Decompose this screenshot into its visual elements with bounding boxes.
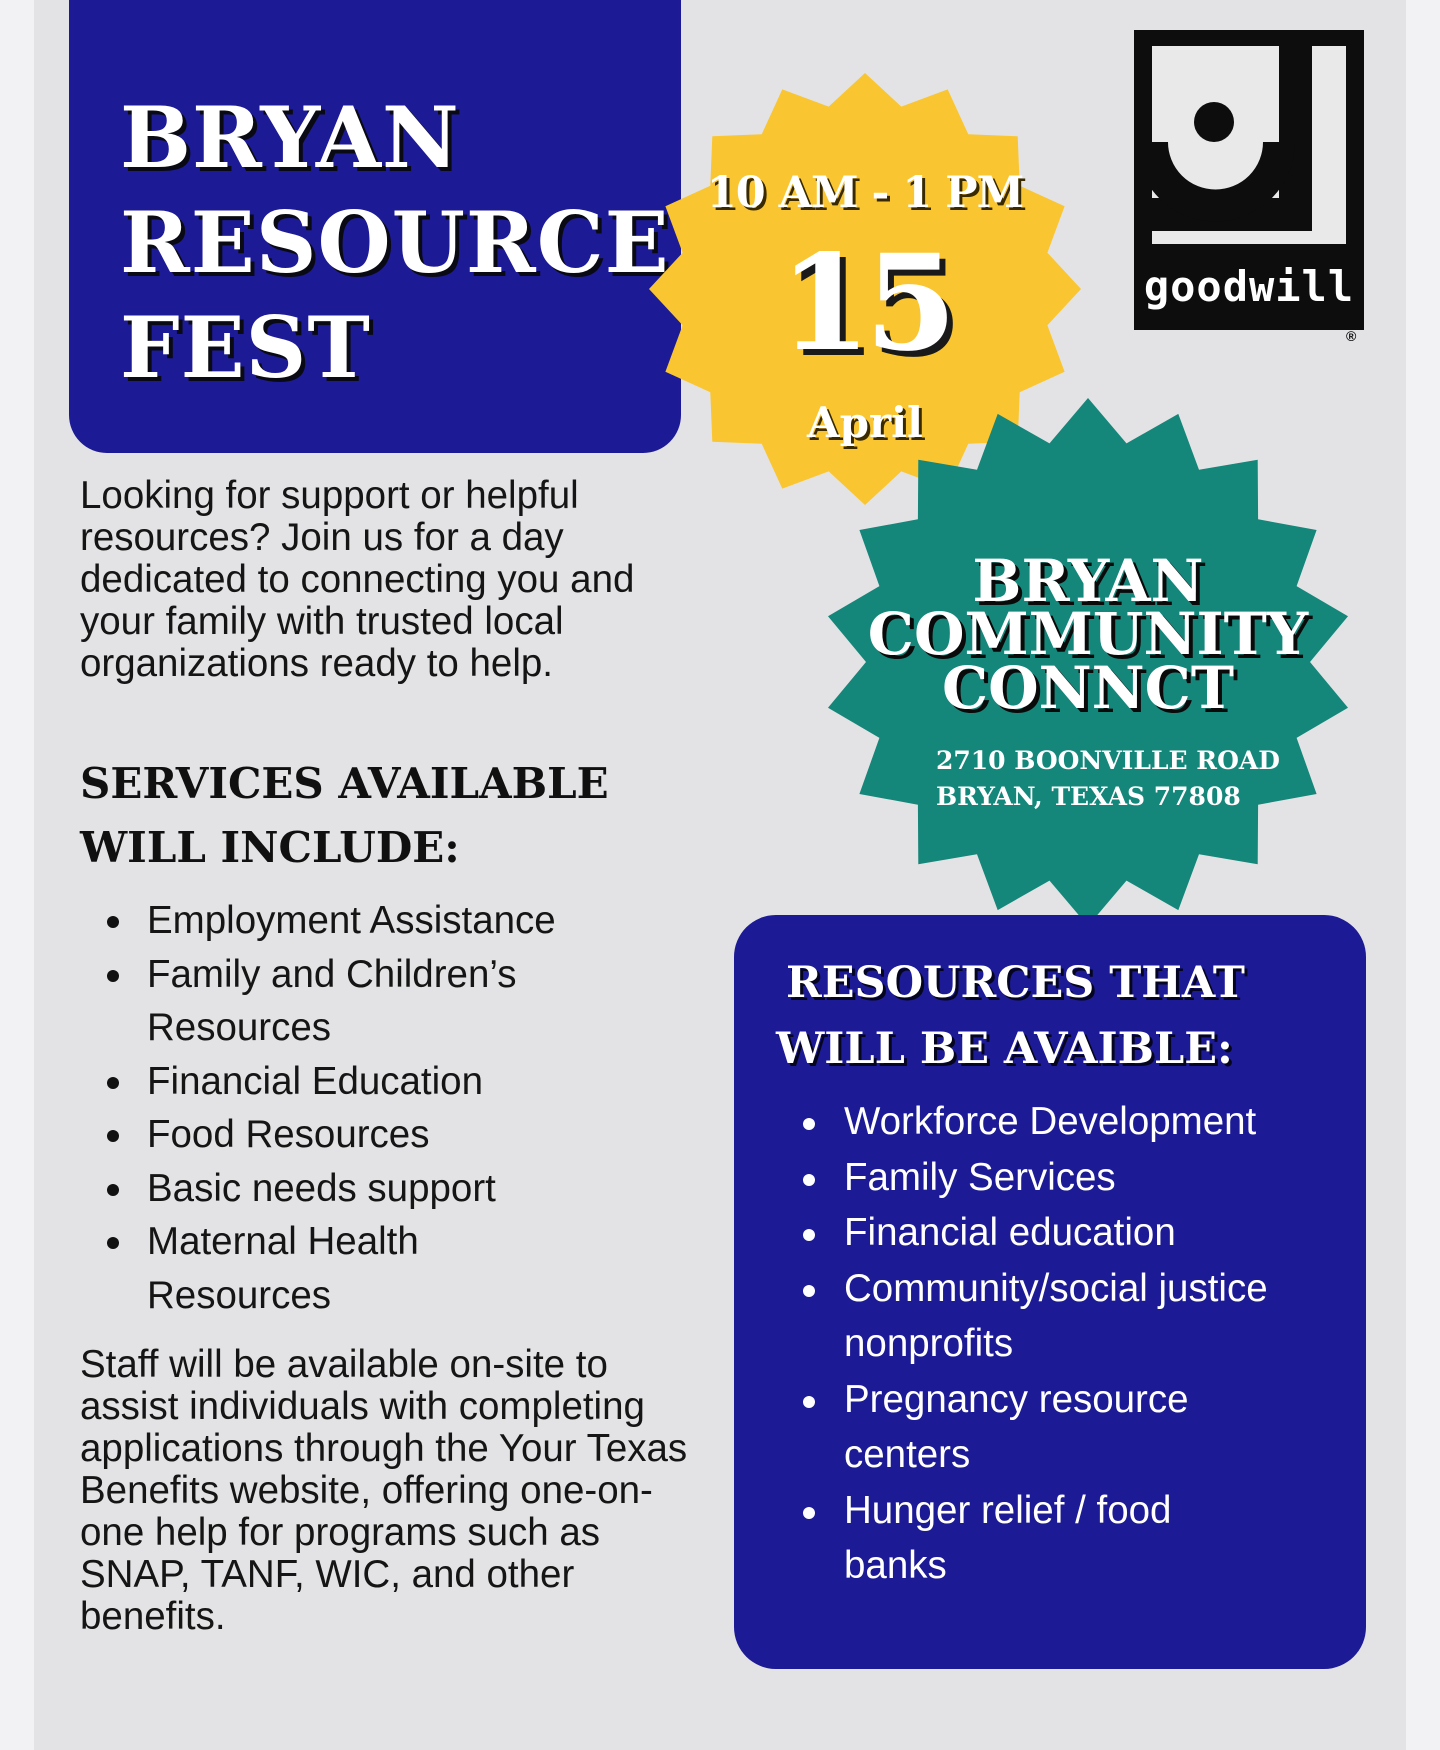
venue-name-line-3: CONNCT bbox=[941, 654, 1235, 722]
event-day: 15 bbox=[779, 226, 951, 381]
list-item: Family and Children’s Resources bbox=[80, 948, 547, 1055]
services-list bbox=[80, 894, 680, 1322]
resources-heading-line-2: WILL BE AVAIBLE: bbox=[776, 1024, 1233, 1074]
list-item: Financial Education bbox=[80, 1055, 680, 1109]
list-item: Financial education bbox=[776, 1205, 1336, 1261]
event-title-line-1: BRYAN bbox=[120, 88, 460, 187]
resources-list bbox=[776, 1094, 1336, 1594]
goodwill-smiling-g-icon bbox=[1152, 46, 1346, 244]
services-heading-line-1: SERVICES AVAILABLE bbox=[80, 759, 609, 808]
list-item: Family Services bbox=[776, 1150, 1336, 1206]
list-item: Pregnancy resource centers bbox=[776, 1372, 1274, 1483]
list-item: Workforce Development bbox=[776, 1094, 1336, 1150]
event-title-line-2: RESOURCE bbox=[120, 193, 670, 292]
goodwill-wordmark: goodwill bbox=[1143, 262, 1355, 311]
services-heading-line-2: WILL INCLUDE: bbox=[80, 823, 460, 872]
list-item: Maternal Health Resources bbox=[80, 1215, 487, 1322]
event-time: 10 AM - 1 PM bbox=[706, 168, 1024, 218]
event-month: April bbox=[807, 398, 923, 447]
services-heading bbox=[80, 752, 680, 880]
goodwill-logo bbox=[1134, 30, 1364, 330]
list-item: Employment Assistance bbox=[80, 894, 680, 948]
list-item: Community/social justice nonprofits bbox=[776, 1261, 1324, 1372]
list-item: Hunger relief / food banks bbox=[776, 1483, 1274, 1594]
venue-name-line-2: COMMUNITY bbox=[867, 600, 1309, 668]
intro-paragraph: Looking for support or helpful resources? Join us for a day dedicated to connecting you and your family with trusted local organizations ready to help. bbox=[80, 474, 635, 685]
venue-name-line-1: BRYAN bbox=[972, 547, 1204, 615]
resources-heading-line-1: RESOURCES THAT bbox=[786, 958, 1245, 1008]
resources-heading bbox=[776, 950, 1346, 1082]
list-item: Basic needs support bbox=[80, 1162, 680, 1216]
event-title-line-3: FEST bbox=[120, 298, 371, 397]
venue-address-city: BRYAN, TEXAS 77808 bbox=[936, 782, 1241, 811]
venue-address-street: 2710 BOONVILLE ROAD bbox=[936, 746, 1280, 775]
registered-mark: ® bbox=[1346, 328, 1357, 344]
list-item: Food Resources bbox=[80, 1108, 680, 1162]
staff-paragraph: Staff will be available on-site to assist individuals with completing applications through the Your Texas Benefits website, offering one-on-one help for programs such as SNAP, TANF, WIC, and other benefits. bbox=[80, 1343, 688, 1638]
